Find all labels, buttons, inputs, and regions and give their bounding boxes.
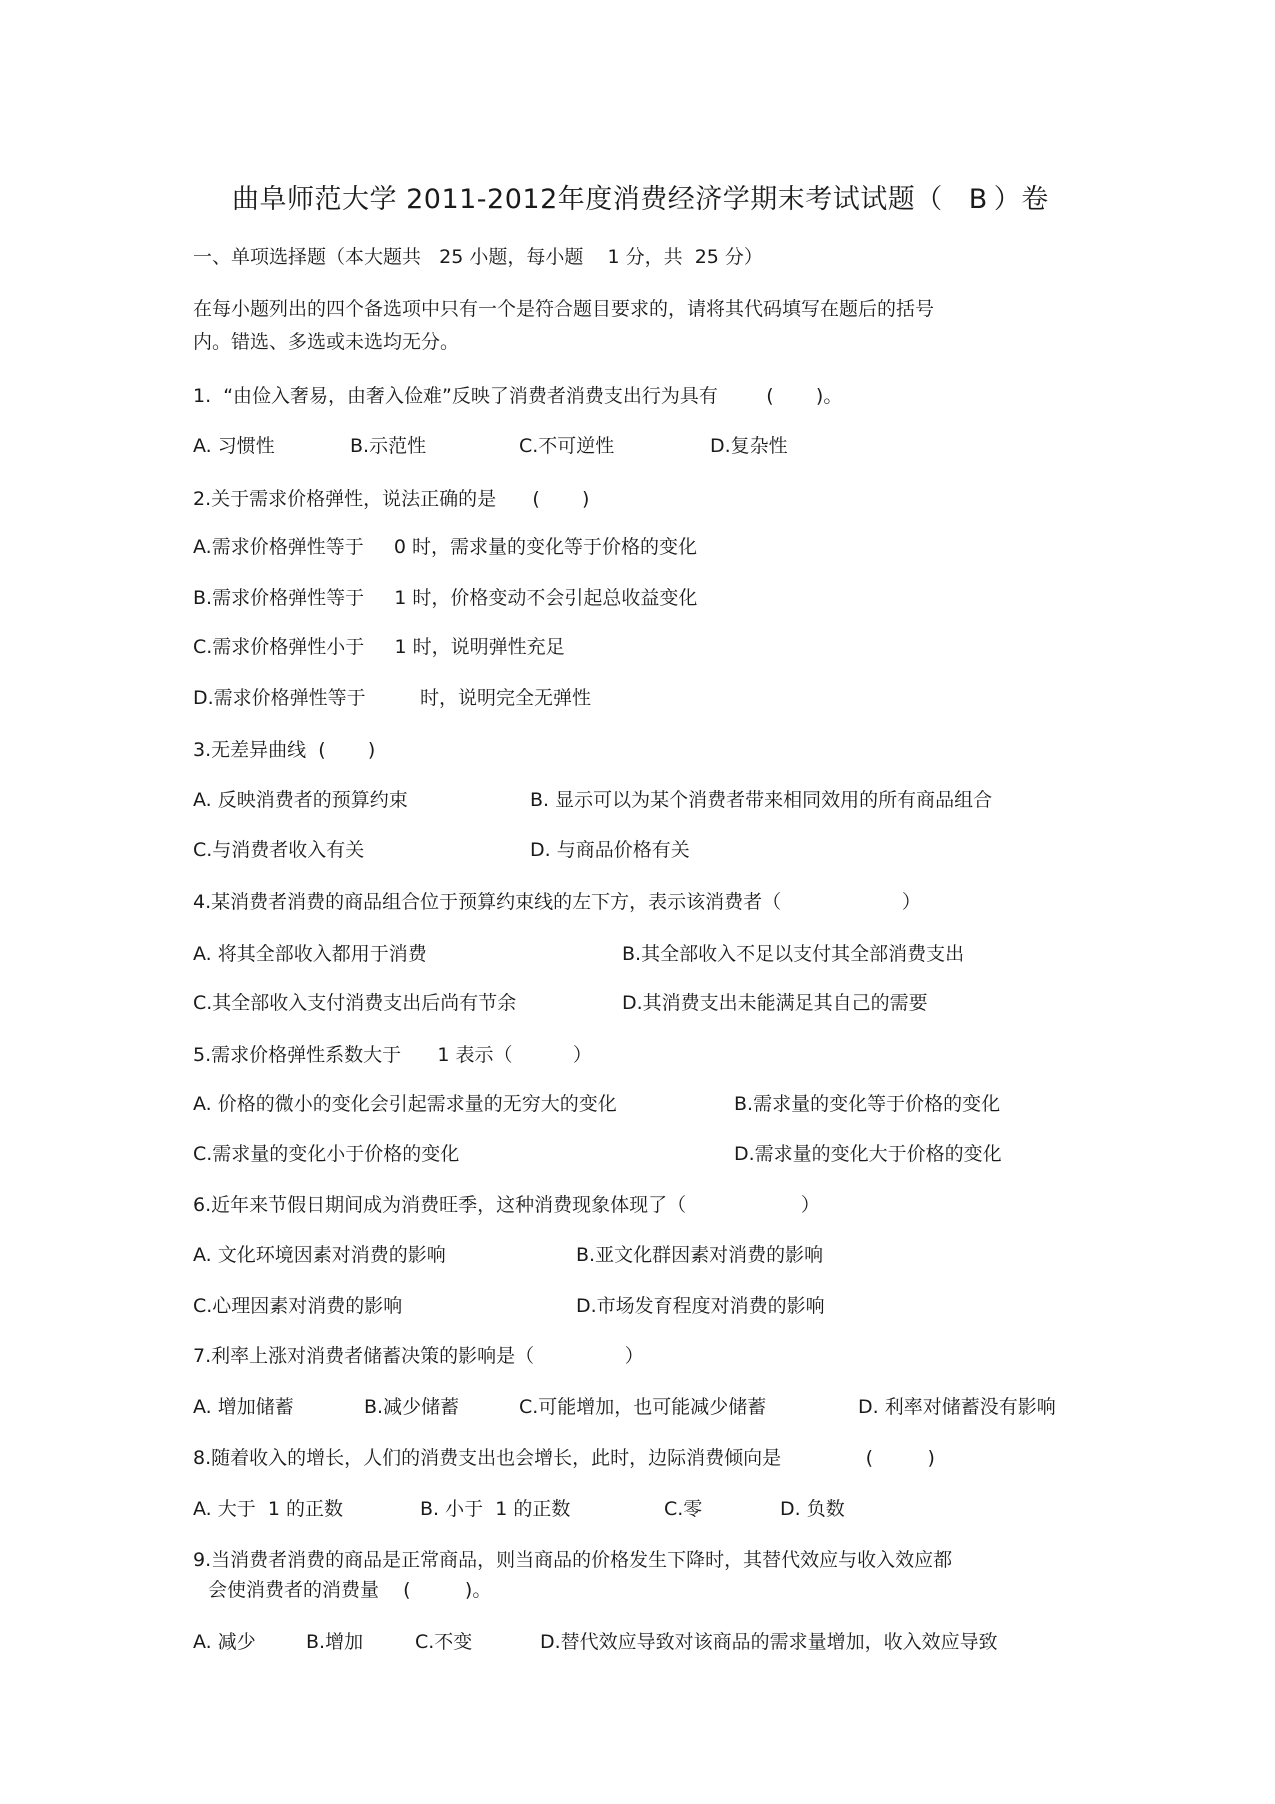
question-6-option-b: B.亚文化群因素对消费的影响: [576, 1244, 824, 1266]
instruction-line-1: 在每小题列出的四个备选项中只有一个是符合题目要求的，请将其代码填写在题后的括号: [193, 298, 935, 320]
question-4-option-c: C.其全部收入支付消费支出后尚有节余: [193, 992, 517, 1014]
question-1-option-c: C.不可逆性: [519, 435, 615, 457]
question-3-option-b: B. 显示可以为某个消费者带来相同效用的所有商品组合: [530, 789, 993, 811]
question-2-option-a: A.需求价格弹性等于 0 时，需求量的变化等于价格的变化: [193, 536, 698, 558]
question-3-stem: 3.无差异曲线 ( ): [193, 739, 376, 761]
instruction-line-2: 内。错选、多选或未选均无分。: [193, 331, 460, 353]
question-9-option-b: B.增加: [306, 1631, 364, 1653]
question-1-option-b: B.示范性: [350, 435, 427, 457]
question-7-option-a: A. 增加储蓄: [193, 1396, 294, 1418]
exam-title: [232, 177, 1049, 216]
question-5-option-d: D.需求量的变化大于价格的变化: [734, 1143, 1002, 1165]
question-5-option-b: B.需求量的变化等于价格的变化: [734, 1093, 1001, 1115]
question-6-stem: 6.近年来节假日期间成为消费旺季，这种消费现象体现了（ ）: [193, 1194, 820, 1216]
question-9-stem-continued: 会使消费者的消费量 ( )。: [208, 1579, 492, 1601]
question-9-option-c: C.不变: [415, 1631, 473, 1653]
question-9-option-d: D.替代效应导致对该商品的需求量增加，收入效应导致: [540, 1631, 998, 1653]
question-5-stem: 5.需求价格弹性系数大于 1 表示（ ）: [193, 1044, 592, 1066]
question-5-option-c: C.需求量的变化小于价格的变化: [193, 1143, 460, 1165]
question-6-option-a: A. 文化环境因素对消费的影响: [193, 1244, 446, 1266]
question-8-option-c: C.零: [664, 1498, 703, 1520]
question-8-option-d: D. 负数: [780, 1498, 845, 1520]
question-2-option-b: B.需求价格弹性等于 1 时，价格变动不会引起总收益变化: [193, 587, 698, 609]
question-3-option-a: A. 反映消费者的预算约束: [193, 789, 408, 811]
title-main: 曲阜师范大学 2011-2012年度消费经济学期末考试试题（: [232, 184, 943, 215]
question-6-option-d: D.市场发育程度对消费的影响: [576, 1295, 825, 1317]
question-9-stem: 9.当消费者消费的商品是正常商品，则当商品的价格发生下降时，其替代效应与收入效应都: [193, 1549, 953, 1571]
question-7-option-d: D. 利率对储蓄没有影响: [858, 1396, 1056, 1418]
question-5-option-a: A. 价格的微小的变化会引起需求量的无穷大的变化: [193, 1093, 617, 1115]
question-3-option-c: C.与消费者收入有关: [193, 839, 365, 861]
question-8-option-b: B. 小于 1 的正数: [420, 1498, 571, 1520]
question-1-option-d: D.复杂性: [710, 435, 788, 457]
question-7-option-b: B.减少储蓄: [364, 1396, 460, 1418]
question-4-option-b: B.其全部收入不足以支付其全部消费支出: [622, 943, 965, 965]
question-6-option-c: C.心理因素对消费的影响: [193, 1295, 403, 1317]
question-8-stem: 8.随着收入的增长，人们的消费支出也会增长，此时，边际消费倾向是 ( ): [193, 1447, 935, 1469]
question-1-stem: 1. “由俭入奢易，由奢入俭难”反映了消费者消费支出行为具有 ( )。: [193, 385, 843, 407]
question-2-option-d: D.需求价格弹性等于 时，说明完全无弹性: [193, 687, 592, 709]
question-7-option-c: C.可能增加，也可能减少储蓄: [519, 1396, 767, 1418]
question-9-option-a: A. 减少: [193, 1631, 256, 1653]
question-4-option-d: D.其消费支出未能满足其自己的需要: [622, 992, 928, 1014]
question-2-option-c: C.需求价格弹性小于 1 时，说明弹性充足: [193, 636, 565, 658]
question-4-option-a: A. 将其全部收入都用于消费: [193, 943, 427, 965]
question-7-stem: 7.利率上涨对消费者储蓄决策的影响是（ ）: [193, 1345, 644, 1367]
question-4-stem: 4.某消费者消费的商品组合位于预算约束线的左下方，表示该消费者（ ）: [193, 891, 921, 913]
question-3-option-d: D. 与商品价格有关: [530, 839, 690, 861]
section-heading: 一、单项选择题（本大题共 25 小题，每小题 1 分，共 25 分）: [193, 246, 763, 268]
title-end: ）卷: [993, 184, 1049, 215]
question-1-option-a: A. 习惯性: [193, 435, 275, 457]
title-paper-letter: B: [968, 184, 988, 215]
question-8-option-a: A. 大于 1 的正数: [193, 1498, 343, 1520]
question-2-stem: 2.关于需求价格弹性，说法正确的是 ( ): [193, 488, 590, 510]
